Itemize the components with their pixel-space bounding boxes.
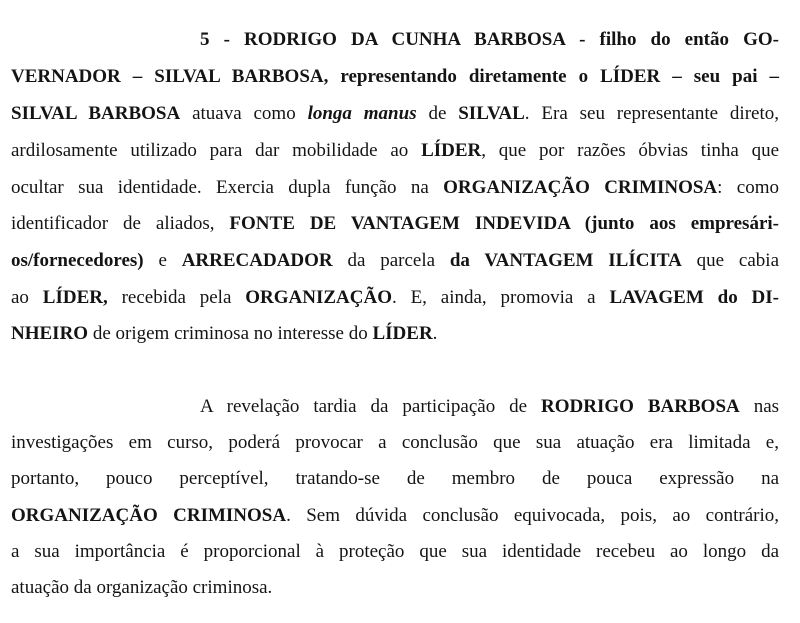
bold-text: FONTE DE VANTAGEM INDEVIDA (junto aos empresári-	[229, 213, 779, 234]
body-text: . Sem dúvida conclusão equivocada, pois, ao contrário,	[286, 505, 779, 526]
paragraph2-line6	[11, 576, 272, 600]
paragraph1-line4	[11, 139, 779, 163]
paragraph1-line9	[11, 322, 437, 346]
body-text: de	[416, 103, 459, 124]
body-text: ardilosamente utilizado para dar mobilidade ao	[11, 140, 422, 161]
body-text: atuação da organização criminosa.	[11, 577, 273, 598]
body-text: ocultar sua identidade. Exercia dupla função na	[11, 177, 444, 198]
bold-text: da VANTAGEM ILÍCITA	[449, 250, 682, 271]
bold-text: ORGANIZAÇÃO	[245, 287, 392, 308]
bold-text: os/fornecedores)	[11, 250, 144, 271]
body-text: : como	[717, 177, 779, 198]
body-text: investigações em curso, poderá provocar a conclusão que sua atuação era limitada e,	[11, 432, 779, 453]
paragraph2-line4	[11, 504, 779, 528]
bold-text: SILVAL BARBOSA	[11, 103, 181, 124]
body-text: atuava como	[180, 103, 308, 124]
body-text: a sua importância é proporcional à proteção que sua identidade recebeu ao longo da	[11, 541, 779, 562]
bold-text: ORGANIZAÇÃO CRIMINOSA	[11, 505, 287, 526]
paragraph1-line8	[11, 286, 779, 310]
paragraph1-line5	[11, 176, 779, 200]
bold-text: VERNADOR – SILVAL BARBOSA	[11, 66, 324, 87]
body-text: identificador de aliados,	[11, 213, 230, 234]
bold-text: LÍDER	[421, 140, 482, 161]
body-text: portanto, pouco perceptível, tratando-se de membro de pouca expressão na	[11, 468, 779, 489]
bold-text: , representando diretamente o LÍDER – seu pai –	[323, 66, 779, 87]
body-text: da parcela	[332, 250, 450, 271]
bold-text: NHEIRO	[11, 323, 89, 344]
paragraph2-line2	[11, 431, 779, 455]
paragraph2-line5	[11, 540, 779, 564]
body-text: de origem criminosa no interesse do	[88, 323, 373, 344]
paragraph1-line6	[11, 212, 779, 236]
bold-text: LÍDER	[372, 323, 433, 344]
paragraph1-line2	[11, 65, 779, 89]
bold-text: ARRECADADOR	[181, 250, 333, 271]
paragraph1-line3	[11, 102, 779, 126]
italic-text: longa manus	[307, 103, 417, 124]
bold-text: LÍDER,	[42, 287, 108, 308]
paragraph2-line1	[200, 395, 779, 419]
body-text: que cabia	[681, 250, 779, 271]
body-text: .	[432, 323, 438, 344]
body-text: ao	[11, 287, 43, 308]
body-text: e	[143, 250, 182, 271]
body-text: . E, ainda, promovia a	[391, 287, 610, 308]
paragraph1-line7	[11, 249, 779, 273]
body-text: . Era seu representante direto,	[524, 103, 779, 124]
paragraph1-line1	[200, 28, 779, 52]
paragraph2-line3	[11, 467, 779, 491]
bold-text: LAVAGEM do DI-	[609, 287, 779, 308]
bold-text: RODRIGO BARBOSA	[541, 396, 740, 417]
body-text: , que por razões óbvias tinha que	[481, 140, 780, 161]
heading-text: 5 - RODRIGO DA CUNHA BARBOSA - filho do então GO-	[200, 29, 779, 50]
bold-text: SILVAL	[458, 103, 525, 124]
bold-text: ORGANIZAÇÃO CRIMINOSA	[443, 177, 718, 198]
body-text: A revelação tardia da participação de	[200, 396, 542, 417]
body-text: nas	[739, 396, 780, 417]
body-text: recebida pela	[107, 287, 246, 308]
